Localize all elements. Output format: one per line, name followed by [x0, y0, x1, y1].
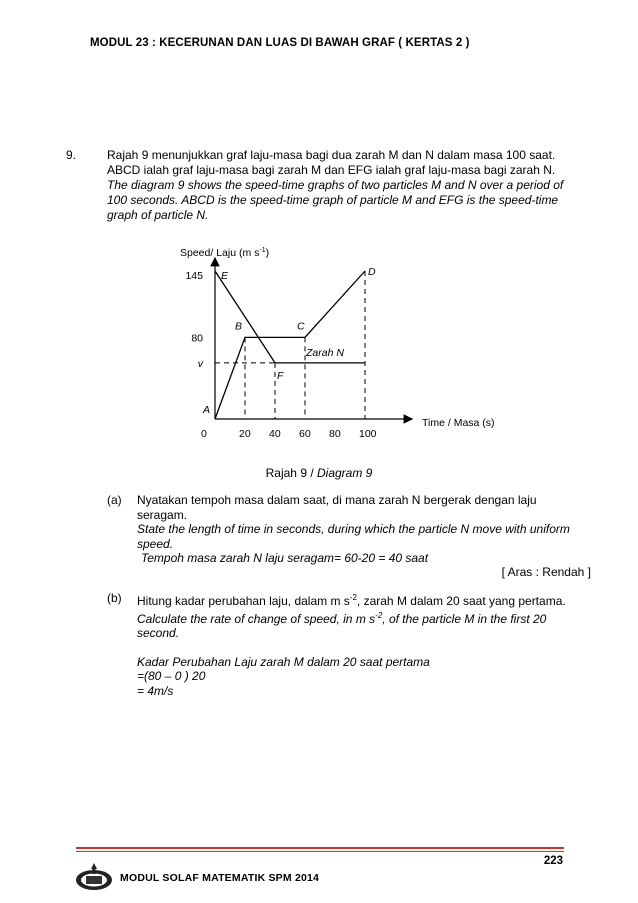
part-a-english-line1: State the length of time in seconds, during which the particle N move with uniform	[137, 522, 570, 536]
question-english-line1: The diagram 9 shows the speed-time graphs of two particles M and N over a period of	[107, 178, 564, 192]
part-a-label: (a)	[107, 493, 122, 507]
caption-malay: Rajah 9 /	[265, 466, 317, 480]
point-label-F: F	[277, 369, 284, 382]
question-malay-line2: ABCD ialah graf laju-masa bagi zarah M dan EFG ialah graf laju-masa bagi zarah N.	[107, 163, 556, 177]
series-annotation-zarah-n: Zarah N	[306, 347, 344, 359]
part-a-malay-line2: seragam.	[137, 507, 188, 522]
x-tick-40: 40	[269, 428, 281, 440]
diagram-caption	[0, 466, 638, 480]
part-b-english-sup: -2	[375, 610, 383, 620]
graph-series	[215, 271, 365, 419]
y-tick-80: 80	[191, 332, 203, 345]
y-axis-label-text: Speed/ Laju (m s	[180, 247, 260, 259]
series-m-line	[215, 271, 365, 419]
x-tick-20: 20	[239, 428, 251, 440]
part-b-english-line2: second.	[137, 626, 180, 640]
part-a-english-line2: speed.	[137, 536, 174, 551]
point-label-D: D	[368, 266, 376, 278]
question-malay-line1: Rajah 9 menunjukkan graf laju-masa bagi dua zarah M dan N dalam masa 100 saat.	[107, 148, 556, 162]
x-tick-60: 60	[299, 428, 311, 440]
axis-ticks	[185, 270, 376, 440]
part-a-body	[137, 493, 577, 566]
x-axis-label: Time / Masa (s)	[422, 417, 495, 429]
part-b-english-pre: Calculate the rate of change of speed, in m s	[137, 611, 376, 626]
guide-lines	[215, 271, 365, 419]
school-crest-icon	[74, 860, 114, 892]
part-b-malay-pre: Hitung kadar perubahan laju, dalam m s	[137, 594, 350, 608]
part-b-english-post: , of the particle M in the first 20	[382, 611, 547, 626]
x-tick-100: 100	[359, 428, 377, 440]
question-english-line3: graph of particle N.	[107, 208, 209, 222]
y-tick-145: 145	[185, 270, 203, 282]
y-axis-label	[180, 247, 269, 259]
y-axis-label-sup: -1	[259, 247, 266, 254]
page-number: 223	[543, 855, 563, 867]
y-axis-label-close: )	[265, 247, 270, 259]
caption-english: Diagram 9	[317, 466, 373, 480]
part-a-malay-line1: Nyatakan tempoh masa dalam saat, di mana zarah N bergerak dengan laju	[137, 493, 537, 507]
question-english-line2: 100 seconds. ABCD is the speed-time graph of particle M and EFG is the speed-time	[107, 193, 559, 207]
footer-rule-thick	[76, 847, 564, 849]
page-header-title: MODUL 23 : KECERUNAN DAN LUAS DI BAWAH GRAF ( KERTAS 2 )	[90, 37, 470, 49]
part-b-body	[137, 591, 577, 698]
part-b-answer-line3: = 4m/s	[137, 683, 174, 698]
part-b-malay-sup: -2	[349, 593, 357, 602]
x-tick-80: 80	[329, 428, 341, 440]
part-b-answer-line2: =(80 – 0 ) 20	[137, 669, 206, 683]
part-b-malay	[137, 591, 577, 609]
part-a-answer: Tempoh masa zarah N laju seragam= 60-20 = 40 saat	[141, 551, 429, 565]
footer-rule-thin	[76, 851, 564, 852]
point-label-B: B	[235, 320, 243, 333]
x-tick-0: 0	[201, 428, 207, 440]
question-number: 9.	[66, 148, 77, 162]
part-b-malay-post: , zarah M dalam 20 saat yang pertama.	[356, 594, 566, 608]
part-a-level: [ Aras : Rendah ]	[501, 565, 591, 579]
part-b-label: (b)	[107, 591, 122, 605]
point-label-C: C	[297, 320, 305, 333]
y-tick-v: v	[197, 357, 203, 370]
footer-module-name: MODUL SOLAF MATEMATIK SPM 2014	[120, 872, 320, 884]
part-b-english	[137, 609, 577, 627]
part-b-answer-line1: Kadar Perubahan Laju zarah M dalam 20 saat pertama	[137, 654, 430, 669]
point-label-A: A	[203, 404, 211, 416]
point-label-E: E	[221, 270, 229, 282]
